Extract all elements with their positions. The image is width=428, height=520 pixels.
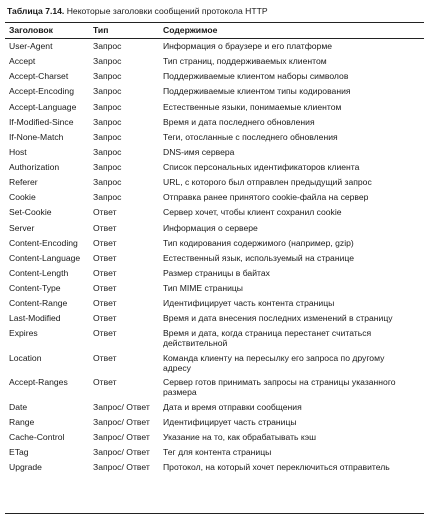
header-name-cell: Content-Range [9, 298, 68, 309]
content-cell: Список персональных идентификаторов клиента [163, 162, 360, 172]
header-name-cell: Range [9, 417, 35, 427]
table-row [0, 222, 428, 237]
type-cell: Ответ [93, 328, 117, 339]
type-cell: Запрос/ Ответ [93, 401, 150, 412]
header-name-cell: If-Modified-Since [9, 116, 74, 127]
header-name-cell: Set-Cookie [9, 207, 52, 218]
type-cell: Ответ [93, 298, 117, 309]
content-cell: Сервер хочет, чтобы клиент сохранил cookie [163, 207, 342, 218]
content-cell: Сервер готов принимать запросы на страницы указанного размера [163, 377, 396, 398]
header-name-cell: Content-Language [9, 252, 81, 263]
table-row [0, 191, 428, 206]
header-name-cell: Cache-Control [9, 432, 65, 443]
content-cell: Команда клиенту на пересылку его запроса по другому адресу [163, 352, 385, 373]
table-bottom-rule [5, 513, 424, 514]
header-name-cell: Authorization [9, 162, 60, 172]
content-cell: URL, с которого был отправлен предыдущий запрос [163, 177, 372, 188]
header-name-cell: Cookie [9, 192, 36, 203]
content-cell: Время и дата последнего обновления [163, 116, 315, 127]
table-row [0, 206, 428, 221]
header-name-cell: Server [9, 222, 35, 233]
table-row [0, 131, 428, 146]
table-row [0, 352, 428, 377]
table-row [0, 461, 428, 476]
header-name-cell: Upgrade [9, 462, 42, 473]
header-name-cell: ETag [9, 447, 29, 458]
header-name-cell: Referer [9, 177, 38, 188]
header-name-cell: User-Agent [9, 41, 53, 51]
table-row [0, 282, 428, 297]
table-row [0, 146, 428, 161]
type-cell: Запрос [93, 86, 122, 97]
content-cell: Указание на то, как обрабатывать кэш [163, 432, 317, 443]
table-row [0, 70, 428, 85]
content-cell: Отправка ранее принятого cookie-файла на сервер [163, 192, 369, 203]
type-cell: Запрос [93, 41, 122, 51]
content-cell: Информация о браузере и его платформе [163, 41, 333, 51]
column-header-type: Тип [93, 25, 109, 35]
type-cell: Ответ [93, 352, 117, 363]
content-cell: DNS-имя сервера [163, 146, 235, 157]
column-header-content: Содержимое [163, 25, 218, 35]
header-name-cell: Host [9, 146, 27, 157]
header-name-cell: Content-Encoding [9, 237, 78, 248]
table-row [0, 267, 428, 282]
table-row [0, 55, 428, 70]
header-name-cell: Accept-Ranges [9, 377, 68, 388]
type-cell: Запрос [93, 131, 122, 142]
table-row [0, 327, 428, 352]
table-row [0, 416, 428, 431]
type-cell: Запрос/ Ответ [93, 432, 150, 443]
content-cell: Дата и время отправки сообщения [163, 401, 302, 412]
content-cell: Протокол, на который хочет переключиться отправитель [163, 462, 390, 473]
header-name-cell: Accept-Language [9, 101, 77, 112]
content-cell: Естественные языки, понимаемые клиентом [163, 101, 342, 112]
table-row [0, 446, 428, 461]
table-row [0, 101, 428, 116]
header-name-cell: Last-Modified [9, 313, 61, 324]
type-cell: Запрос [93, 162, 122, 172]
header-name-cell: Accept-Encoding [9, 86, 74, 97]
table-row [0, 176, 428, 191]
type-cell: Ответ [93, 283, 117, 293]
content-cell: Время и дата, когда страница перестанет считаться действительной [163, 328, 372, 349]
content-cell: Поддерживаемые клиентом наборы символов [163, 71, 349, 82]
header-name-cell: If-None-Match [9, 131, 64, 142]
header-name-cell: Accept [9, 56, 36, 67]
content-cell: Идентифицирует часть страницы [163, 417, 297, 427]
table-row [0, 401, 428, 416]
table-row [0, 376, 428, 401]
content-cell: Тип MIME страницы [163, 283, 243, 293]
type-cell: Ответ [93, 222, 117, 233]
table-caption [7, 5, 268, 17]
header-name-cell: Accept-Charset [9, 71, 69, 82]
type-cell: Ответ [93, 267, 117, 278]
table-header [0, 23, 428, 38]
type-cell: Запрос/ Ответ [93, 447, 150, 458]
content-cell: Размер страницы в байтах [163, 267, 270, 278]
table-title: Некоторые заголовки сообщений протокола HTTP [66, 6, 268, 16]
content-cell: Идентифицирует часть контента страницы [163, 298, 335, 309]
type-cell: Запрос [93, 192, 122, 203]
header-name-cell: Expires [9, 328, 38, 339]
content-cell: Естественный язык, используемый на странице [163, 252, 354, 263]
type-cell: Ответ [93, 207, 117, 218]
table-number: Таблица 7.14. [7, 6, 65, 16]
type-cell: Запрос [93, 56, 122, 67]
table-row [0, 431, 428, 446]
table-body [0, 40, 428, 477]
column-header-name: Заголовок [9, 25, 53, 35]
table-row [0, 85, 428, 100]
type-cell: Запрос/ Ответ [93, 417, 150, 427]
type-cell: Запрос/ Ответ [93, 462, 150, 473]
header-name-cell: Content-Type [9, 283, 61, 293]
table-row [0, 237, 428, 252]
type-cell: Ответ [93, 237, 117, 248]
type-cell: Ответ [93, 313, 117, 324]
type-cell: Запрос [93, 101, 122, 112]
type-cell: Запрос [93, 146, 122, 157]
table-row [0, 297, 428, 312]
table-row [0, 161, 428, 176]
type-cell: Запрос [93, 116, 122, 127]
table-header-rule [5, 38, 424, 39]
header-name-cell: Date [9, 401, 28, 412]
type-cell: Ответ [93, 252, 117, 263]
content-cell: Информация о сервере [163, 222, 258, 233]
content-cell: Тип страниц, поддерживаемых клиентом [163, 56, 327, 67]
table-row [0, 312, 428, 327]
content-cell: Теги, отосланные с последнего обновления [163, 131, 338, 142]
content-cell: Поддерживаемые клиентом типы кодирования [163, 86, 351, 97]
table-row [0, 252, 428, 267]
header-name-cell: Content-Length [9, 267, 69, 278]
table-row [0, 40, 428, 55]
type-cell: Запрос [93, 177, 122, 188]
table-row [0, 116, 428, 131]
type-cell: Ответ [93, 377, 117, 388]
type-cell: Запрос [93, 71, 122, 82]
content-cell: Тег для контента страницы [163, 447, 272, 458]
header-name-cell: Location [9, 352, 42, 363]
content-cell: Тип кодирования содержимого (например, gzip) [163, 237, 354, 248]
content-cell: Время и дата внесения последних изменений в страницу [163, 313, 393, 324]
